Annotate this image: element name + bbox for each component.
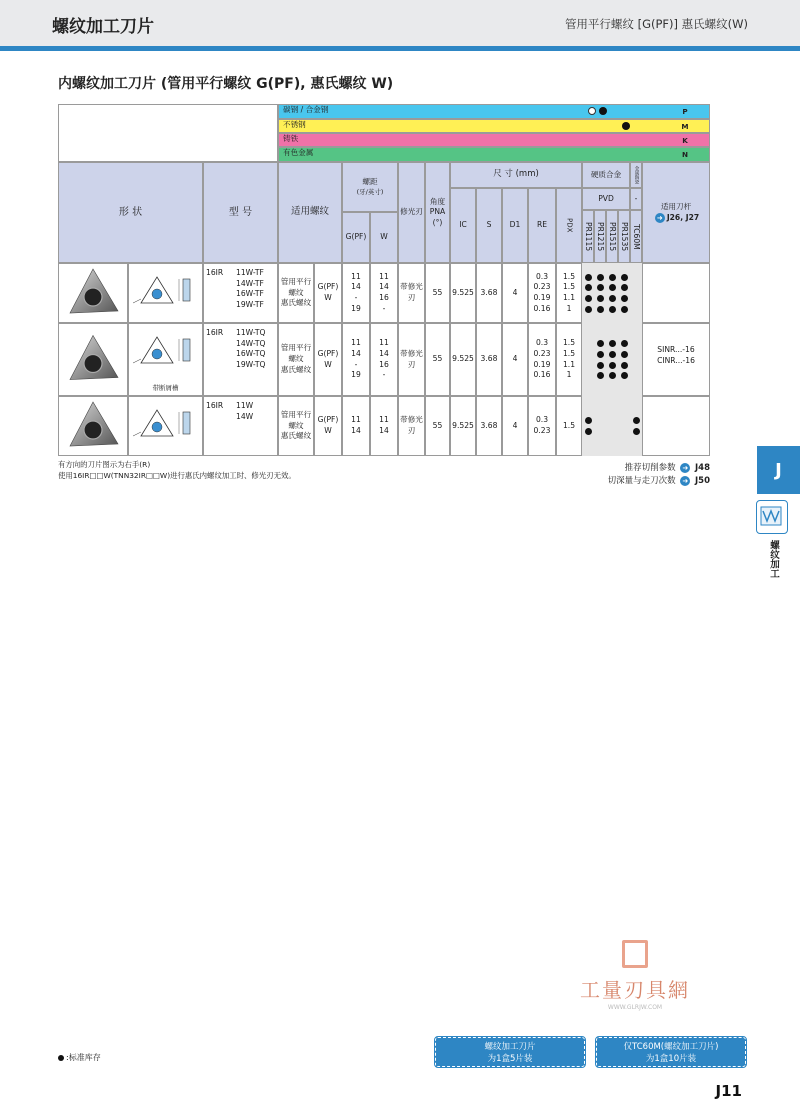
arrow-right-icon: ➜ xyxy=(680,476,690,486)
section-tab-j[interactable]: J xyxy=(757,446,800,494)
angle-header xyxy=(425,162,450,263)
header-accent-line xyxy=(0,46,800,51)
stock-dot xyxy=(609,362,616,369)
cell-value-std: G(PF) W xyxy=(317,348,339,369)
table-cell-holder xyxy=(642,263,710,323)
material-code: N xyxy=(681,150,688,159)
model-codes: 11W 14W xyxy=(236,401,254,421)
cell-value-pdx: 1.5 1.5 1.1 1 xyxy=(562,271,576,313)
stock-dot xyxy=(597,362,604,369)
stock-dot xyxy=(585,295,592,302)
stock-dot xyxy=(585,417,592,424)
cell-value-re: 0.3 0.23 0.19 0.16 xyxy=(533,271,551,313)
holder-ref-link[interactable]: J26, J27 xyxy=(666,212,700,222)
cell-value-w: 11 14 16 - xyxy=(379,338,389,380)
material-row-n xyxy=(278,147,710,162)
model-prefix: 16IR xyxy=(206,328,224,337)
wiper-header: 修光刃 xyxy=(398,162,425,263)
grade-header-pr1535: PR1535 xyxy=(618,210,630,263)
stock-dot xyxy=(597,295,604,302)
pvd-header: PVD xyxy=(582,188,630,210)
stock-dot xyxy=(609,295,616,302)
watermark-text: 工量刃具網 xyxy=(580,978,690,1002)
header-subtitle: 管用平行螺纹 [G(PF)] 惠氏螺纹(W) xyxy=(564,17,748,31)
cell-value-s: 3.68 xyxy=(480,354,498,364)
insert-dimension-diagram-icon xyxy=(131,331,201,371)
header-title: 螺纹加工刀片 xyxy=(52,17,154,37)
cell-value-gpf: 11 14 - 19 xyxy=(351,338,361,380)
model-prefix: 16IR xyxy=(206,268,224,277)
insert-dimension-diagram-icon xyxy=(131,404,201,444)
d1-header: D1 xyxy=(502,188,528,263)
stock-dot xyxy=(621,372,628,379)
stock-dot xyxy=(585,284,592,291)
cell-value-pdx: 1.5 xyxy=(562,420,576,430)
shape-header: 形 状 xyxy=(58,162,203,263)
ref-passes-label: 切深量与走刀次数 xyxy=(607,476,676,486)
stock-dot xyxy=(621,295,628,302)
ref-cutting-label: 推荐切削参数 xyxy=(624,463,676,473)
stock-dot xyxy=(621,284,628,291)
angle-symbol: PNA xyxy=(429,207,446,217)
arrow-right-icon: ➜ xyxy=(680,463,690,473)
cermet-dash: - xyxy=(630,188,642,210)
arrow-right-icon: ➜ xyxy=(655,213,665,223)
material-code: M xyxy=(681,122,689,131)
page-number: J11 xyxy=(715,1082,742,1100)
section-title: 内螺纹加工刀片 (管用平行螺纹 G(PF), 惠氏螺纹 W) xyxy=(58,76,394,92)
model-codes: 11W-TQ 14W-TQ 16W-TQ 19W-TQ xyxy=(236,328,266,370)
w-header: W xyxy=(370,212,398,263)
cell-value-s: 3.68 xyxy=(480,287,498,297)
stock-dot xyxy=(597,351,604,358)
stock-dot xyxy=(621,362,628,369)
stock-dot xyxy=(609,372,616,379)
model-prefix: 16IR xyxy=(206,401,224,410)
stock-dot xyxy=(585,306,592,313)
cell-value-d1: 4 xyxy=(512,354,518,364)
material-row-k xyxy=(278,133,710,147)
ref-cutting-params[interactable] xyxy=(510,461,710,473)
side-label: 螺纹加工 xyxy=(768,540,779,578)
material-name: 有色金属 xyxy=(283,148,314,157)
cell-value-pdx: 1.5 1.5 1.1 1 xyxy=(562,338,576,380)
stock-dot xyxy=(633,417,640,424)
thread-header: 适用螺纹 xyxy=(278,162,342,263)
grade-header-pr1515: PR1515 xyxy=(606,210,618,263)
insert-photo-icon xyxy=(62,326,124,393)
model-codes: 11W-TF 14W-TF 16W-TF 19W-TF xyxy=(236,268,264,310)
watermark xyxy=(560,940,710,1015)
suitability-filled-mark xyxy=(622,122,630,130)
stock-dot xyxy=(609,340,616,347)
stock-dot xyxy=(621,340,628,347)
cermet-header: 金属陶瓷 xyxy=(630,162,642,188)
threading-icon xyxy=(756,500,788,534)
pitch-label: 螺距 xyxy=(362,177,378,187)
re-header: RE xyxy=(528,188,556,263)
cell-value-thread: 管用平行 螺纹 惠氏螺纹 xyxy=(280,409,312,441)
cell-value-angle: 55 xyxy=(432,354,443,364)
cell-value-gpf: 11 14 xyxy=(351,415,361,435)
pack-info-10pcs: 仅TC60M(螺纹加工刀片) 为1盒10片装 xyxy=(596,1037,746,1067)
ref-passes-page: J50 xyxy=(695,476,710,486)
suitability-filled-mark xyxy=(599,107,607,115)
cell-value-thread: 管用平行 螺纹 惠氏螺纹 xyxy=(280,343,312,374)
material-name: 碳钢 / 合金钢 xyxy=(283,105,329,114)
cell-value-d1: 4 xyxy=(512,287,518,297)
note-whitworth: 使用16IR□□W(TNN32IR□□W)进行惠氏内螺纹加工时、修光刃无效。 xyxy=(58,471,296,480)
stock-dot xyxy=(597,306,604,313)
gpf-header: G(PF) xyxy=(342,212,370,263)
stock-dot-icon xyxy=(58,1055,64,1061)
legend-label: 标准库存 xyxy=(68,1053,101,1062)
s-header: S xyxy=(476,188,502,263)
stock-dot xyxy=(609,351,616,358)
material-row-p xyxy=(278,104,710,119)
ref-cutting-page: J48 xyxy=(695,463,710,473)
holder-header xyxy=(642,162,710,263)
pack-info-5pcs: 螺纹加工刀片 为1盒5片装 xyxy=(435,1037,585,1067)
cell-value-re: 0.3 0.23 xyxy=(533,415,551,435)
watermark-logo-icon xyxy=(622,940,648,968)
insert-photo-icon xyxy=(62,266,124,320)
stock-dot xyxy=(585,428,592,435)
cell-value-gpf: 11 14 - 19 xyxy=(351,271,361,313)
grade-header-tc60m: TC60M xyxy=(630,210,642,263)
cell-value-angle: 55 xyxy=(432,420,443,430)
cell-value-wiper: 带修光 刃 xyxy=(400,415,423,435)
pitch-unit: (牙/英寸) xyxy=(356,187,384,196)
ic-header: IC xyxy=(450,188,476,263)
material-code: P xyxy=(682,107,688,116)
holder-value: SINR...-16 CINR...-16 xyxy=(657,345,695,365)
legend: :标准库存 xyxy=(58,1052,101,1063)
grade-column-band xyxy=(582,263,630,456)
stock-dot xyxy=(585,274,592,281)
insert-caption: 带断屑槽 xyxy=(152,384,179,392)
watermark-url: WWW.GLRJW.COM xyxy=(607,1004,663,1011)
cell-value-s: 3.68 xyxy=(480,420,498,430)
material-name: 铸铁 xyxy=(283,134,299,143)
insert-photo-icon xyxy=(62,399,124,453)
cell-value-wiper: 带修光 刃 xyxy=(400,348,423,369)
stock-dot xyxy=(609,284,616,291)
pitch-header xyxy=(342,162,398,212)
angle-label: 角度 xyxy=(429,197,446,207)
ref-passes[interactable] xyxy=(510,474,710,486)
cell-value-angle: 55 xyxy=(432,287,443,297)
stock-dot xyxy=(621,274,628,281)
pdx-header: PDX xyxy=(556,188,582,263)
stock-dot xyxy=(597,284,604,291)
cell-value-ic: 9.525 xyxy=(452,287,474,297)
stock-dot xyxy=(597,372,604,379)
model-header: 型 号 xyxy=(203,162,278,263)
product-table xyxy=(58,104,710,456)
grade-header-pr1215: PR1215 xyxy=(594,210,606,263)
holder-label: 适用刀杆 xyxy=(660,202,692,212)
cell-value-w: 11 14 16 - xyxy=(379,271,389,313)
angle-unit: (°) xyxy=(432,217,443,227)
stock-dot xyxy=(609,306,616,313)
material-code: K xyxy=(682,136,688,145)
grade-header-pr1115: PR1115 xyxy=(582,210,594,263)
cell-value-ic: 9.525 xyxy=(452,354,474,364)
insert-dimension-diagram-icon xyxy=(131,271,201,311)
cell-value-w: 11 14 xyxy=(379,415,389,435)
stock-dot xyxy=(609,274,616,281)
note-right-hand: 有方向的刀片图示为右手(R) xyxy=(58,460,151,469)
stock-dot xyxy=(621,351,628,358)
material-name: 不锈钢 xyxy=(283,120,306,129)
carbide-header: 硬质合金 xyxy=(582,162,630,188)
cell-value-re: 0.3 0.23 0.19 0.16 xyxy=(533,338,551,380)
stock-dot xyxy=(597,340,604,347)
table-blank-corner xyxy=(58,104,278,162)
dims-header: 尺 寸 (mm) xyxy=(450,162,582,188)
table-cell-holder xyxy=(642,396,710,456)
header-bar xyxy=(0,0,800,46)
stock-dot xyxy=(621,306,628,313)
cell-value-d1: 4 xyxy=(512,420,518,430)
cell-value-ic: 9.525 xyxy=(452,420,474,430)
suitability-open-mark xyxy=(588,107,596,115)
material-row-m xyxy=(278,119,710,133)
cell-value-std: G(PF) W xyxy=(317,415,339,435)
stock-dot xyxy=(597,274,604,281)
cell-value-std: G(PF) W xyxy=(317,282,339,302)
cell-value-wiper: 带修光 刃 xyxy=(400,282,423,302)
cell-value-thread: 管用平行 螺纹 惠氏螺纹 xyxy=(280,276,312,308)
stock-dot xyxy=(633,428,640,435)
